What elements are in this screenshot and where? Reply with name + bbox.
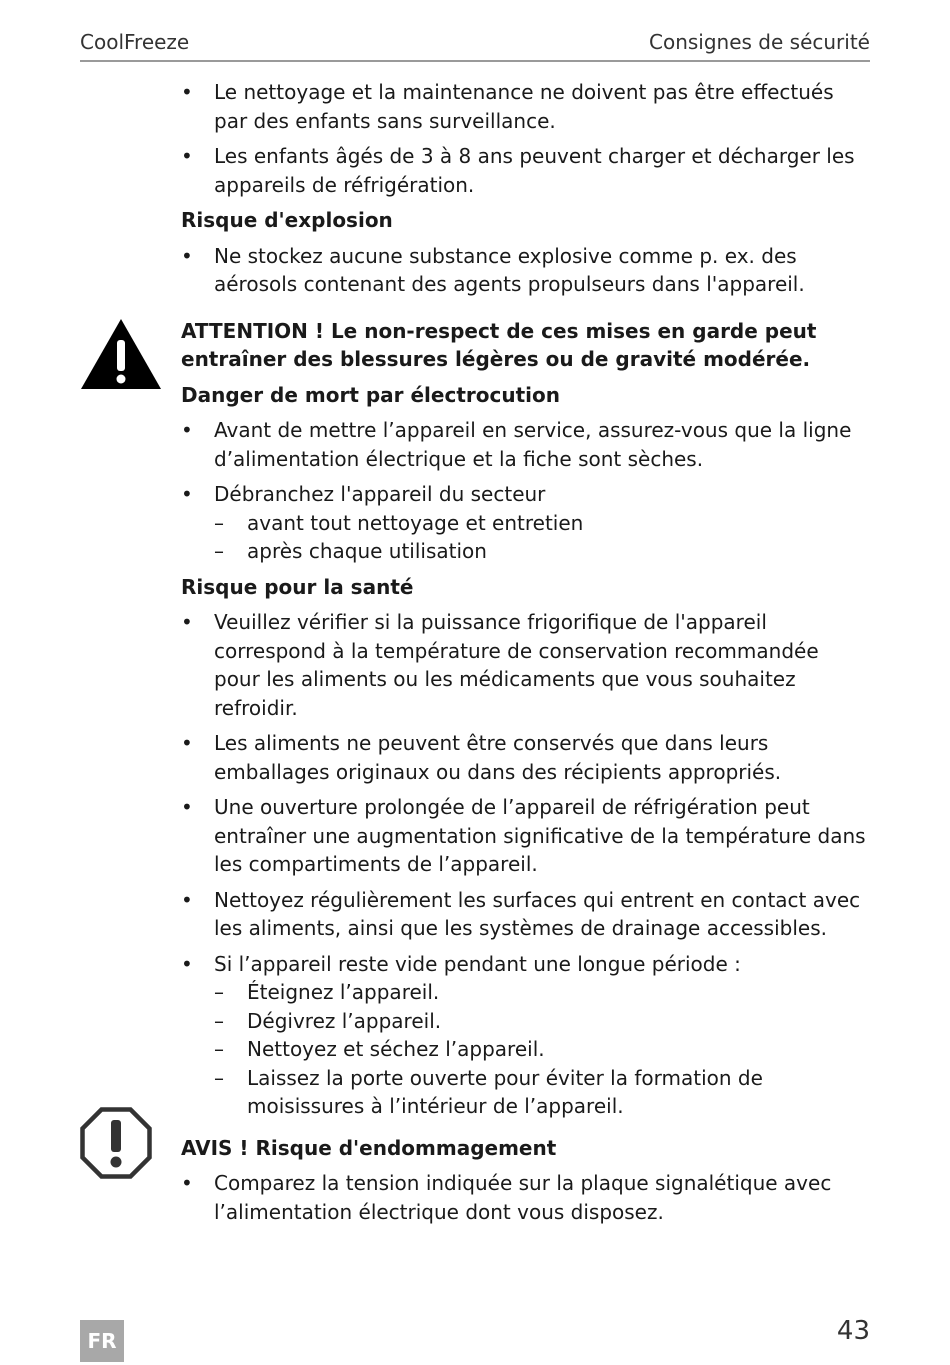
sub-list-item: – Éteignez l’appareil.: [214, 978, 869, 1007]
list-item: [181, 950, 869, 1121]
list-item: • Ne stockez aucune substance explosive comme p. ex. des aérosols contenant des agents propulseurs dans l'appareil.: [181, 242, 869, 299]
list-item: • Nettoyez régulièrement les surfaces qui entrent en contact avec les aliments, ainsi que les systèmes de drainage accessibles.: [181, 886, 869, 943]
page-number: 43: [836, 1316, 870, 1346]
list-item: • Les enfants âgés de 3 à 8 ans peuvent charger et décharger les appareils de réfrigération.: [181, 142, 869, 199]
sub-list-item: – Nettoyez et séchez l’appareil.: [214, 1035, 869, 1064]
list-item: • Avant de mettre l’appareil en service, assurez-vous que la ligne d’alimentation électrique et la fiche sont sèches.: [181, 416, 869, 473]
warning-title: ATTENTION ! Le non-respect de ces mises en garde peut entraîner des blessures légères ou de gravité modérée.: [181, 318, 817, 371]
explosion-list: [181, 242, 869, 299]
header-product: CoolFreeze: [80, 30, 190, 54]
list-item: [181, 480, 869, 566]
list-item: • Les aliments ne peuvent être conservés que dans leurs emballages originaux ou dans des récipients appropriés.: [181, 729, 869, 786]
notice-octagon-icon: [80, 1107, 152, 1179]
sub-list-item: – après chaque utilisation: [214, 537, 869, 566]
sub-list-item: – Laissez la porte ouverte pour éviter la formation de moisissures à l’intérieur de l’appareil.: [214, 1064, 869, 1121]
health-heading: Risque pour la santé: [181, 574, 414, 599]
header-section: Consignes de sécurité: [649, 30, 870, 54]
children-list: [181, 78, 869, 199]
notice-list: [181, 1169, 869, 1226]
list-item: • Comparez la tension indiquée sur la plaque signalétique avec l’alimentation électrique dont vous disposez.: [181, 1169, 869, 1226]
sub-list-item: – avant tout nettoyage et entretien: [214, 509, 869, 538]
sub-list-item: – Dégivrez l’appareil.: [214, 1007, 869, 1036]
electrocution-list: [181, 416, 869, 566]
sub-list: [214, 509, 869, 566]
sub-list: [214, 978, 869, 1121]
notice-title: AVIS ! Risque d'endommagement: [181, 1135, 557, 1160]
warning-triangle-icon: [80, 318, 162, 390]
list-item: • Le nettoyage et la maintenance ne doivent pas être effectués par des enfants sans surveillance.: [181, 78, 869, 135]
page-header: [80, 28, 870, 62]
language-badge: FR: [80, 1320, 124, 1362]
list-item-text: Débranchez l'appareil du secteur: [214, 482, 546, 506]
explosion-heading: Risque d'explosion: [181, 208, 393, 232]
list-item: • Une ouverture prolongée de l’appareil de réfrigération peut entraîner une augmentation significative de la température dans les compartiments de l’appareil.: [181, 793, 869, 879]
page-content: [181, 78, 869, 1233]
list-item-text: Si l’appareil reste vide pendant une longue période :: [214, 951, 741, 976]
list-item: • Veuillez vérifier si la puissance frigorifique de l'appareil correspond à la température de conservation recommandée pour les aliments ou les médicaments que vous souhaitez refroidir.: [181, 608, 869, 722]
health-list: [181, 608, 869, 1121]
electrocution-heading: Danger de mort par électrocution: [181, 382, 560, 407]
